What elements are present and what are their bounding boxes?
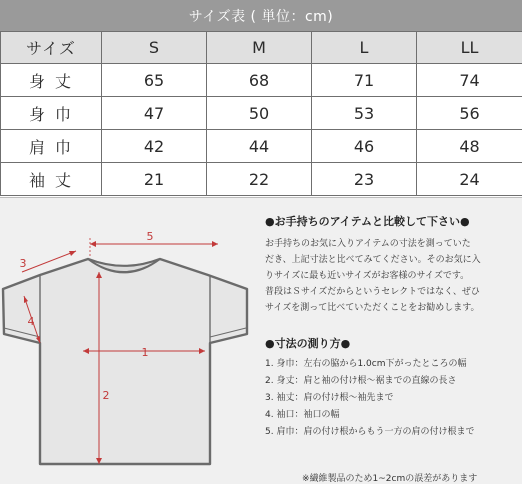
table-header-cell: サイズ [1, 32, 102, 64]
size-table [0, 31, 522, 196]
table-cell: 24 [417, 163, 522, 196]
measure-item: 5. 肩巾：肩の付け根からもう一方の肩の付け根まで [265, 424, 517, 441]
compare-line: お手持ちのお気に入りアイテムの寸法を測っていた [265, 239, 471, 249]
dim-label-4: 4 [28, 315, 35, 328]
table-row [1, 130, 522, 163]
compare-line: 普段はＳサイズだからというセレクトではなく、ぜひ [265, 287, 480, 297]
compare-line: サイズを測って比べていただくことをお勧めします。 [265, 303, 480, 313]
table-cell: 71 [312, 64, 417, 97]
table-cell: 48 [417, 130, 522, 163]
measure-item: 3. 袖丈：肩の付け根〜袖先まで [265, 390, 517, 407]
compare-text [265, 236, 517, 316]
table-cell: 74 [417, 64, 522, 97]
measure-item: 4. 袖口：袖口の幅 [265, 407, 517, 424]
row-label: 袖丈 [1, 163, 102, 196]
table-cell: 23 [312, 163, 417, 196]
table-cell: 44 [207, 130, 312, 163]
dim-5-arrow-left [90, 241, 96, 247]
dim-3-arrow-right [69, 251, 76, 256]
table-cell: 65 [102, 64, 207, 97]
table-cell: 21 [102, 163, 207, 196]
table-cell: 22 [207, 163, 312, 196]
table-cell: 50 [207, 97, 312, 130]
measure-heading: ●寸法の測り方● [265, 335, 517, 351]
tolerance-note: ※繊維製品のため1~2cmの誤差があります [302, 471, 477, 484]
table-cell: 47 [102, 97, 207, 130]
measure-item: 2. 身丈：肩と袖の付け根〜裾までの直線の長さ [265, 373, 517, 390]
measure-item: 1. 身巾：左右の脇から1.0cm下がったところの幅 [265, 356, 517, 373]
dim-label-2: 2 [103, 389, 110, 402]
row-label: 肩巾 [1, 130, 102, 163]
table-cell: 46 [312, 130, 417, 163]
dim-label-3: 3 [20, 257, 27, 270]
compare-heading: ●お手持ちのアイテムと比較して下さい● [265, 213, 517, 229]
table-header-cell: M [207, 32, 312, 64]
row-label: 身丈 [1, 64, 102, 97]
dim-label-5: 5 [147, 230, 154, 243]
measurement-section [0, 197, 522, 484]
compare-info [265, 213, 517, 441]
table-header-row [1, 32, 522, 64]
dim-5-arrow-right [212, 241, 218, 247]
dim-label-1: 1 [142, 346, 149, 359]
table-cell: 42 [102, 130, 207, 163]
table-row [1, 97, 522, 130]
table-header-cell: LL [417, 32, 522, 64]
table-row [1, 64, 522, 97]
table-cell: 53 [312, 97, 417, 130]
tshirt-diagram [0, 198, 262, 484]
table-cell: 56 [417, 97, 522, 130]
compare-line: だき、上記寸法と比べてみてください。そのお気に入 [265, 255, 481, 265]
table-header-cell: L [312, 32, 417, 64]
table-header-cell: S [102, 32, 207, 64]
size-chart-title: サイズ表 ( 単位：cm) [0, 0, 522, 31]
table-row [1, 163, 522, 196]
row-label: 身巾 [1, 97, 102, 130]
measure-list [265, 356, 517, 441]
table-cell: 68 [207, 64, 312, 97]
compare-line: りサイズに最も近いサイズがお客様のサイズです。 [265, 271, 469, 281]
